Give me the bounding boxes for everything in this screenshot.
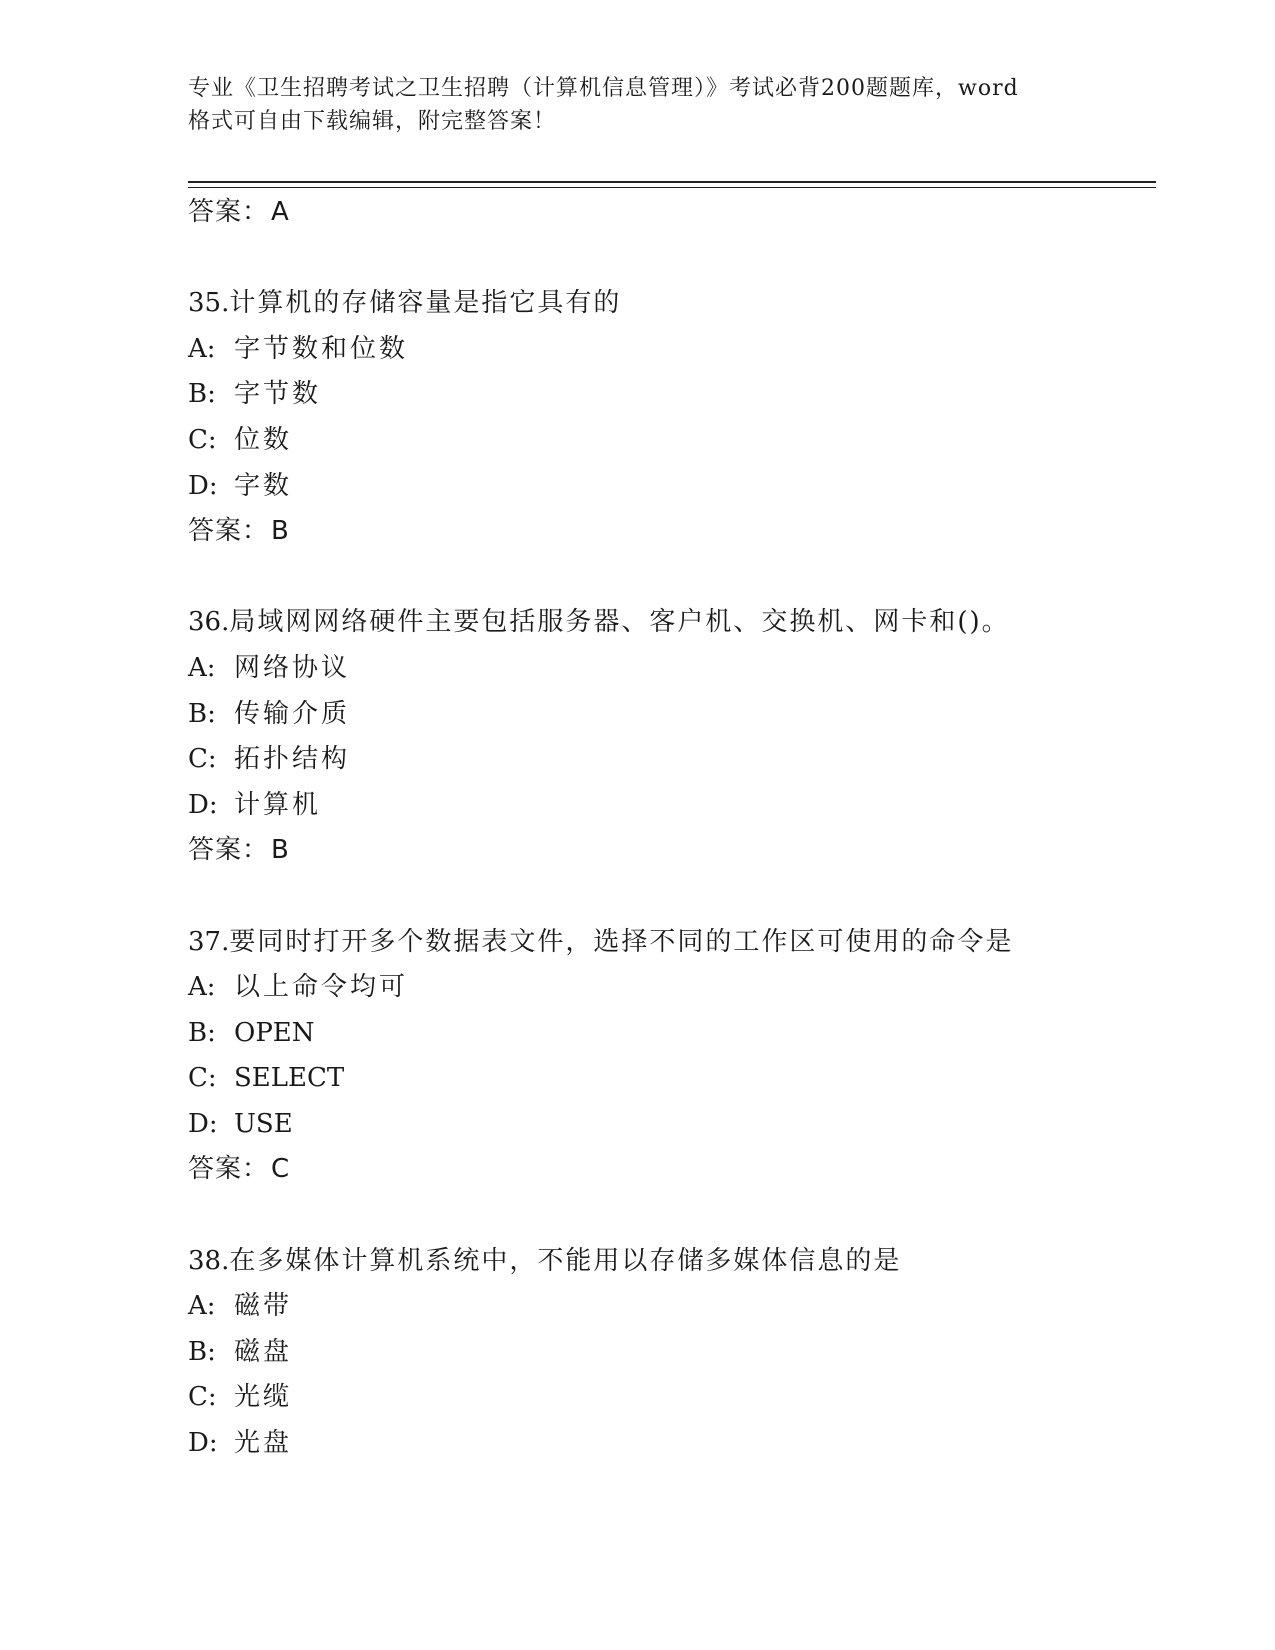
option-letter: B: <box>188 1017 216 1048</box>
question-text: 计算机的存储容量是指它具有的 <box>229 288 622 319</box>
answer-line <box>188 190 1148 236</box>
question-stem <box>188 281 1148 327</box>
option-text: 传输介质 <box>234 698 351 729</box>
option-letter: D: <box>188 470 218 501</box>
document-header <box>188 72 1088 138</box>
answer-line <box>188 828 1148 874</box>
option-letter: D: <box>188 1428 218 1459</box>
spacer <box>188 1193 1148 1239</box>
question-list <box>188 190 1148 1467</box>
header-divider <box>188 181 1156 188</box>
option-text: USE <box>234 1108 293 1139</box>
question-block <box>188 1239 1148 1467</box>
question-number: 36. <box>188 607 230 638</box>
option-c <box>188 1375 1148 1421</box>
question-stem <box>188 600 1148 646</box>
option-text: 以上命令均可 <box>234 972 409 1003</box>
answer-label: 答案： <box>188 516 270 547</box>
option-c <box>188 418 1148 464</box>
option-text: 字节数和位数 <box>234 333 409 364</box>
option-letter: A: <box>188 1291 216 1322</box>
option-letter: D: <box>188 1108 218 1139</box>
answer-value: B <box>271 835 290 866</box>
option-text: OPEN <box>234 1017 315 1048</box>
question-text: 局域网网络硬件主要包括服务器、客户机、交换机、网卡和()。 <box>229 607 1010 638</box>
option-b <box>188 1011 1148 1057</box>
question-block <box>188 920 1148 1194</box>
option-letter: C: <box>188 424 217 455</box>
option-text: 光盘 <box>234 1428 293 1459</box>
answer-label: 答案： <box>188 197 270 227</box>
option-c <box>188 1056 1148 1102</box>
option-a <box>188 965 1148 1011</box>
option-text: 网络协议 <box>234 652 351 683</box>
option-text: 位数 <box>234 424 293 455</box>
option-text: 光缆 <box>234 1382 293 1413</box>
option-c <box>188 737 1148 783</box>
question-number: 37. <box>188 926 230 957</box>
answer-value: C <box>271 1154 291 1185</box>
option-b <box>188 1330 1148 1376</box>
option-b <box>188 692 1148 738</box>
option-d <box>188 464 1148 510</box>
answer-value: B <box>271 516 290 547</box>
option-d <box>188 1102 1148 1148</box>
question-block <box>188 281 1148 555</box>
question-stem <box>188 1239 1148 1285</box>
spacer <box>188 236 1148 282</box>
question-stem <box>188 920 1148 966</box>
option-text: 磁盘 <box>234 1336 293 1367</box>
option-letter: C: <box>188 1063 217 1094</box>
option-letter: C: <box>188 744 217 775</box>
option-text: 磁带 <box>234 1291 293 1322</box>
option-letter: B: <box>188 379 216 410</box>
spacer <box>188 555 1148 601</box>
question-text: 在多媒体计算机系统中，不能用以存储多媒体信息的是 <box>229 1245 902 1276</box>
question-block <box>188 600 1148 874</box>
option-letter: A: <box>188 333 216 364</box>
option-d <box>188 783 1148 829</box>
option-text: SELECT <box>234 1063 345 1094</box>
option-a <box>188 1284 1148 1330</box>
answer-line <box>188 509 1148 555</box>
option-letter: D: <box>188 789 218 820</box>
option-text: 拓扑结构 <box>234 744 351 775</box>
option-letter: B: <box>188 1336 216 1367</box>
question-number: 38. <box>188 1245 230 1276</box>
header-line-2: 格式可自由下载编辑，附完整答案！ <box>188 109 557 134</box>
option-letter: B: <box>188 698 216 729</box>
header-line-1: 专业《卫生招聘考试之卫生招聘（计算机信息管理）》考试必背200题题库，word <box>188 76 1019 101</box>
answer-line <box>188 1147 1148 1193</box>
question-text: 要同时打开多个数据表文件，选择不同的工作区可使用的命令是 <box>229 926 1014 957</box>
option-text: 字节数 <box>234 379 322 410</box>
option-b <box>188 372 1148 418</box>
option-letter: C: <box>188 1382 217 1413</box>
option-a <box>188 646 1148 692</box>
option-letter: A: <box>188 652 216 683</box>
option-d <box>188 1421 1148 1467</box>
option-text: 计算机 <box>234 789 322 820</box>
answer-label: 答案： <box>188 835 270 866</box>
question-number: 35. <box>188 288 230 319</box>
answer-label: 答案： <box>188 1154 270 1185</box>
option-a <box>188 327 1148 373</box>
answer-value: A <box>271 197 290 227</box>
spacer <box>188 874 1148 920</box>
option-letter: A: <box>188 972 216 1003</box>
option-text: 字数 <box>234 470 293 501</box>
